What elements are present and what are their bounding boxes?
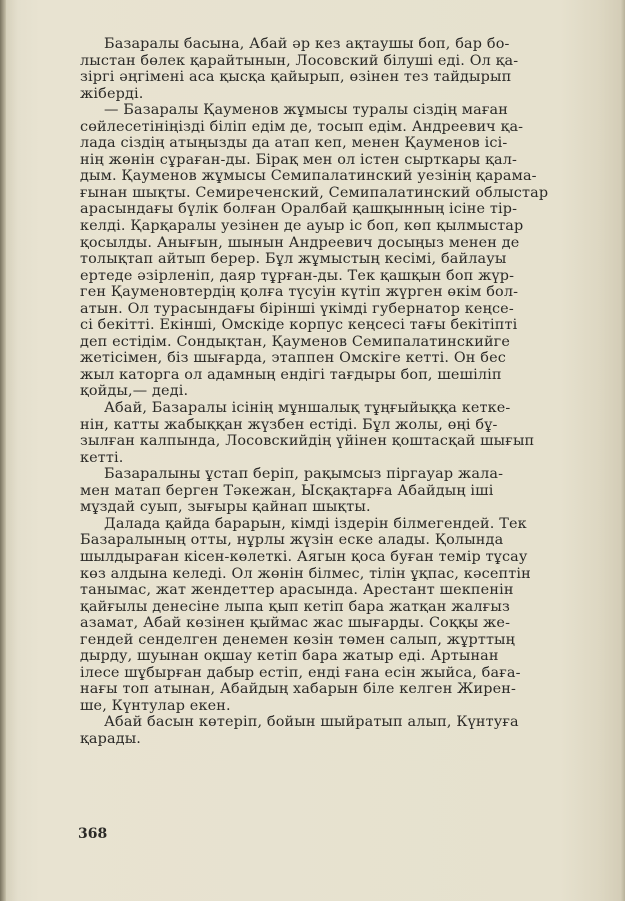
paragraph: — Базаралы Қауменов жұмысы туралы сіздің маған сөйлесетініңізді біліп едім де, тосып едім. Андреевич қа- лада сіздің атыңызды да атап кеп, менен Қауменов ісі- нің жөнін сұраған-ды. Бірақ мен ол істен сырткары қал- дым. Қауменов жұмысы Семипалатинский уезінің қарама- ғынан шықты. Семиреченский, Семипалатинский облыстар арасындағы бүлік болған Оралбай қашқынның ісіне тір- келді. Қарқаралы уезінен де ауыр іс боп, көп қылмыстар қосылды. Анығын, шынын Андреевич досыңыз менен де толықтап айтып берер. Бұл жұмыстың кесімі, байлауы ертеде әзірленіп, даяр тұрған-ды. Тек қашқын боп жүр- ген Қауменовтердің қолға түсуін күтіп жүрген өкім бол- атын. Ол турасындағы бірінші үкімді губернатор кеңсе- сі бекітті. Екінші, Омскіде корпус кеңсесі тағы бекітіпті деп естідім. Сондықтан, Қауменов Семипалатинскийге жетісімен, біз шығарда, этаппен Омскіге кетті. Он бес жыл каторга ол адамның ендігі тағдыры боп, шешіліп қойды,— деді.	[80, 102, 549, 400]
paragraph: Абай басын көтеріп, бойын шыйратып алып, Күнтуға қарады.	[80, 714, 519, 747]
page-binding-edge	[0, 0, 6, 901]
page-right-edge	[621, 0, 625, 901]
paragraph: Базаралыны ұстап беріп, рақымсыз піргауар жала- мен матап берген Тәкежан, Ысқақтарға Абайдың іші мұздай суып, зығыры қайнап шықты.	[80, 466, 504, 516]
paragraph: Базаралы басына, Абай әр кез ақтаушы боп, бар бо- лыстан бөлек қарайтынын, Лосовский білуші еді. Ол қа- зіргі әңгімені аса қысқа қайырып, өзінен тез тайдырып жіберді.	[80, 36, 519, 102]
page-body-text	[80, 36, 580, 748]
page-number: 368	[78, 826, 108, 842]
paragraph: Далада қайда барарын, кімді іздерін білмегендей. Тек Базаралының отты, нұрлы жүзін еске алады. Қолында шылдыраған кісен-көлеткі. Аягын қоса буған темір тұсау көз алдына келеді. Ол жөнін білмес, тілін ұқпас, кәсептін танымас, жат жендеттер арасында. Арестант шекпенін қайғылы денесіне лыпа қып кетіп бара жатқан жалғыз азамат, Абай көзінен қыймас жас шығарды. Соққы же- гендей сенделген денемен көзін төмен салып, жұрттың дырду, шуынан оқшау кетіп бара жатыр еді. Артынан ілесе шұбырған дабыр естіп, енді ғана есін жыйса, баға- нағы топ атынан, Абайдың хабарын біле келген Жирен- ше, Күнтулар екен.	[80, 515, 531, 714]
paragraph: Абай, Базаралы ісінің мұншалық тұңғыйыққа кетке- нін, катты жабыққан жүзбен естіді. Бұл жолы, өңі бұ- зылған калпында, Лосовскийдің үйінен қоштасқай шығып кетті.	[80, 400, 535, 466]
